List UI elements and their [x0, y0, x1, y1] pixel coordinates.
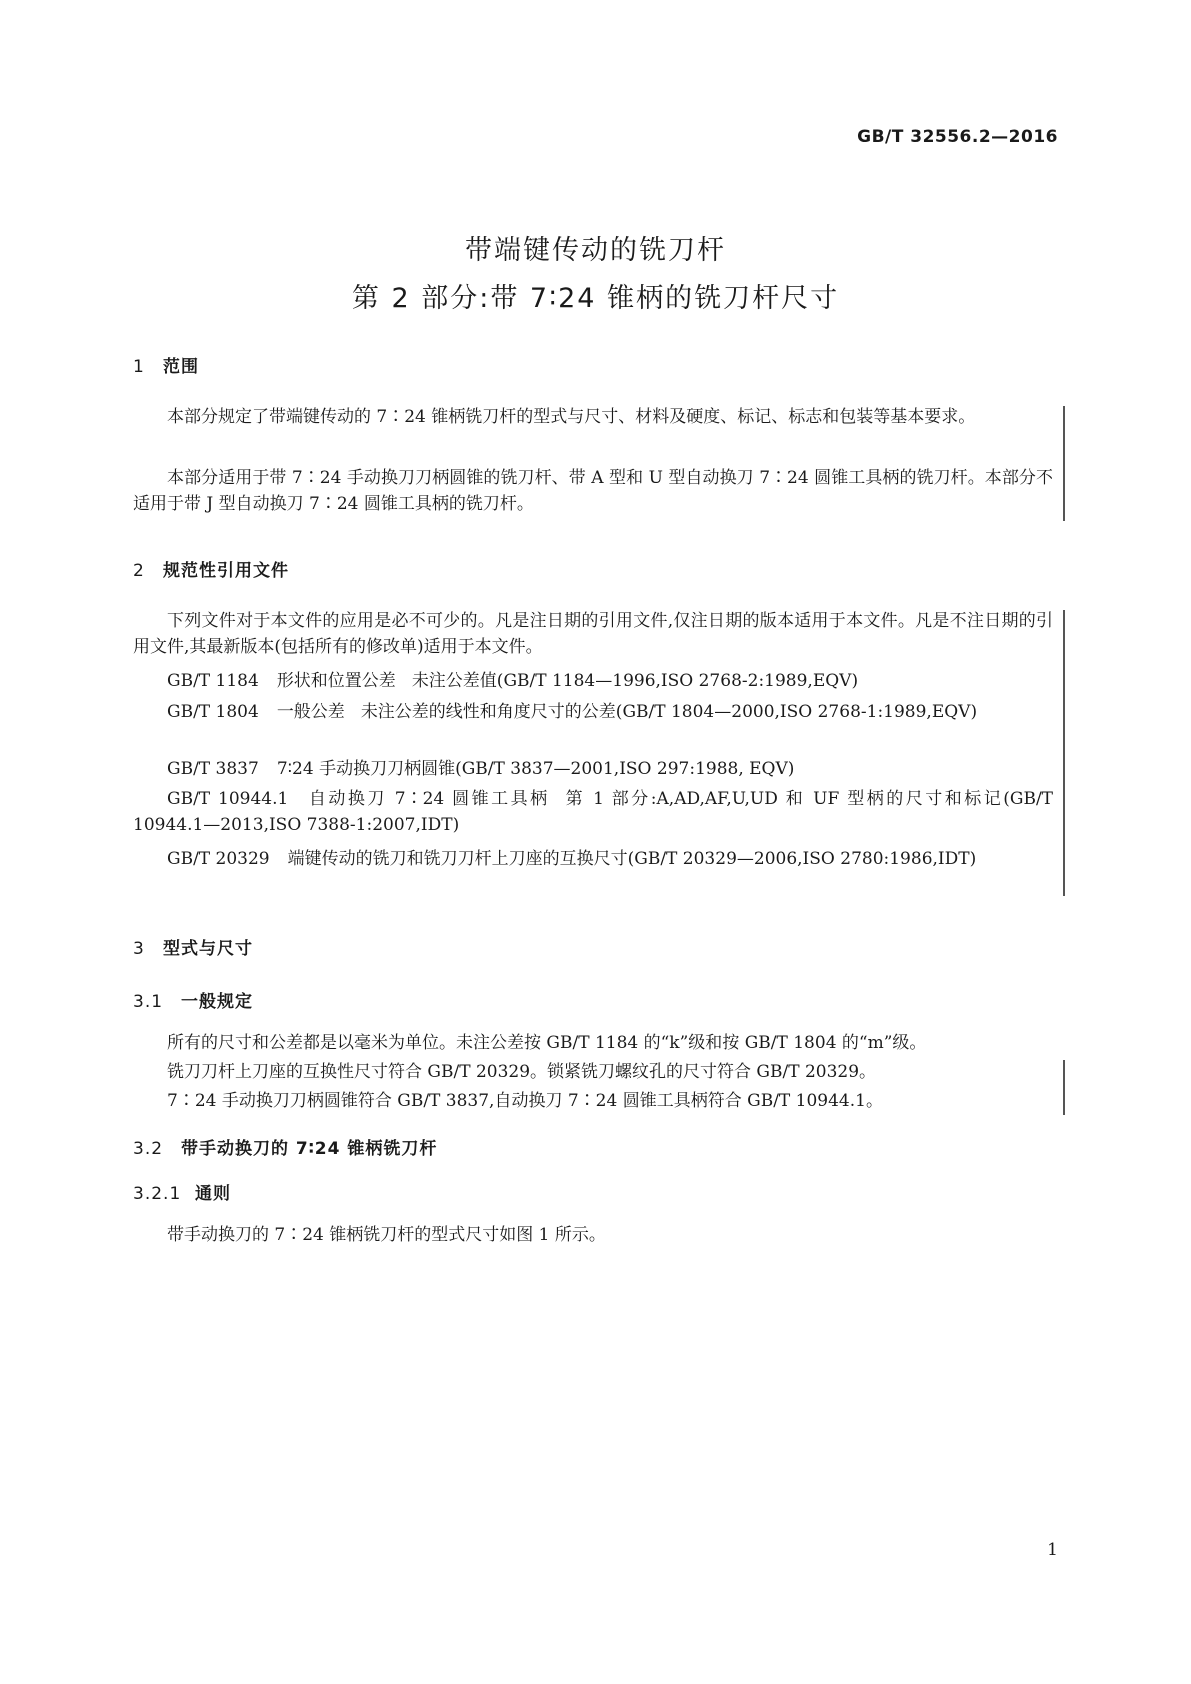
- change-bar: [1063, 610, 1065, 896]
- section-3-2-1-paragraph: 带手动换刀的 7∶24 锥柄铣刀杆的型式尺寸如图 1 所示。: [167, 1225, 606, 1245]
- section-1-heading: [133, 352, 199, 377]
- section-3-1-paragraph-2: 铣刀刀杆上刀座的互换性尺寸符合 GB/T 20329。锁紧铣刀螺纹孔的尺寸符合 GB/T 20329。: [167, 1062, 877, 1082]
- section-1-paragraph-2: 本部分适用于带 7∶24 手动换刀刀柄圆锥的铣刀杆、带 A 型和 U 型自动换刀 7∶24 圆锥工具柄的铣刀杆。本部分不适用于带 J 型自动换刀 7∶24 圆锥工具柄的铣刀杆。: [133, 468, 1053, 514]
- section-2-intro: 下列文件对于本文件的应用是必不可少的。凡是注日期的引用文件,仅注日期的版本适用于本文件。凡是不注日期的引用文件,其最新版本(包括所有的修改单)适用于本文件。: [133, 611, 1053, 657]
- section-title: 型式与尺寸: [163, 939, 253, 959]
- section-number: 3: [133, 939, 145, 959]
- section-3-heading: [133, 934, 253, 959]
- reference-item: [133, 846, 1053, 872]
- section-3-1-paragraph-1: 所有的尺寸和公差都是以毫米为单位。未注公差按 GB/T 1184 的“k”级和按 GB/T 1804 的“m”级。: [167, 1033, 927, 1053]
- section-title: 规范性引用文件: [163, 561, 289, 581]
- section-3-1-paragraph-3: 7∶24 手动换刀刀柄圆锥符合 GB/T 3837,自动换刀 7∶24 圆锥工具柄符合 GB/T 10944.1。: [167, 1091, 883, 1111]
- reference-item: [133, 668, 1053, 694]
- reference-title: 端键传动的铣刀和铣刀刀杆上刀座的互换尺寸(GB/T 20329—2006,ISO 2780:1986,IDT): [287, 849, 977, 869]
- reference-code: GB/T 20329: [167, 849, 270, 869]
- reference-detail: 第 1 部分:A,AD,AF,U,UD 和 UF 型柄的尺寸和标记(GB/T 10944.1—2013,ISO 7388-1:2007,IDT): [133, 789, 1054, 835]
- reference-title: 一般公差: [276, 702, 345, 722]
- reference-code: GB/T 1184: [167, 671, 259, 691]
- section-1-paragraph-1: 本部分规定了带端键传动的 7∶24 锥柄铣刀杆的型式与尺寸、材料及硬度、标记、标志和包装等基本要求。: [167, 407, 976, 427]
- reference-item: [133, 786, 1053, 838]
- reference-title: 7∶24 手动换刀刀柄圆锥(GB/T 3837—2001,ISO 297:1988, EQV): [276, 759, 795, 779]
- reference-title: 形状和位置公差: [276, 671, 396, 691]
- change-bar: [1063, 406, 1065, 521]
- page-number: 1: [1047, 1540, 1058, 1560]
- section-title: 通则: [195, 1184, 231, 1204]
- reference-detail: 未注公差值(GB/T 1184—1996,ISO 2768-2:1989,EQV): [411, 671, 859, 691]
- section-2-heading: [133, 556, 289, 581]
- section-number: 2: [133, 561, 145, 581]
- reference-code: GB/T 3837: [167, 759, 259, 779]
- reference-detail: 未注公差的线性和角度尺寸的公差(GB/T 1804—2000,ISO 2768-1:1989,EQV): [360, 702, 978, 722]
- document-title-line2: 第 2 部分:带 7∶24 锥柄的铣刀杆尺寸: [351, 283, 840, 314]
- reference-title: 自动换刀 7∶24 圆锥工具柄: [306, 789, 550, 809]
- section-title: 一般规定: [181, 992, 253, 1012]
- section-number: 3.1: [133, 992, 164, 1012]
- section-title: 范围: [163, 357, 199, 377]
- section-number: 3.2.1: [133, 1184, 182, 1204]
- standard-number: GB/T 32556.2—2016: [857, 127, 1058, 147]
- change-bar: [1063, 1060, 1065, 1115]
- section-number: 3.2: [133, 1139, 164, 1159]
- reference-item: [133, 699, 1053, 725]
- section-3-2-1-heading: [133, 1179, 231, 1204]
- section-3-2-heading: [133, 1134, 437, 1159]
- reference-code: GB/T 1804: [167, 702, 259, 722]
- section-3-1-heading: [133, 987, 253, 1012]
- reference-item: [133, 756, 1053, 782]
- section-number: 1: [133, 357, 145, 377]
- reference-code: GB/T 10944.1: [167, 789, 289, 809]
- document-title-line1: 带端键传动的铣刀杆: [465, 235, 726, 266]
- section-title: 带手动换刀的 7∶24 锥柄铣刀杆: [181, 1139, 438, 1159]
